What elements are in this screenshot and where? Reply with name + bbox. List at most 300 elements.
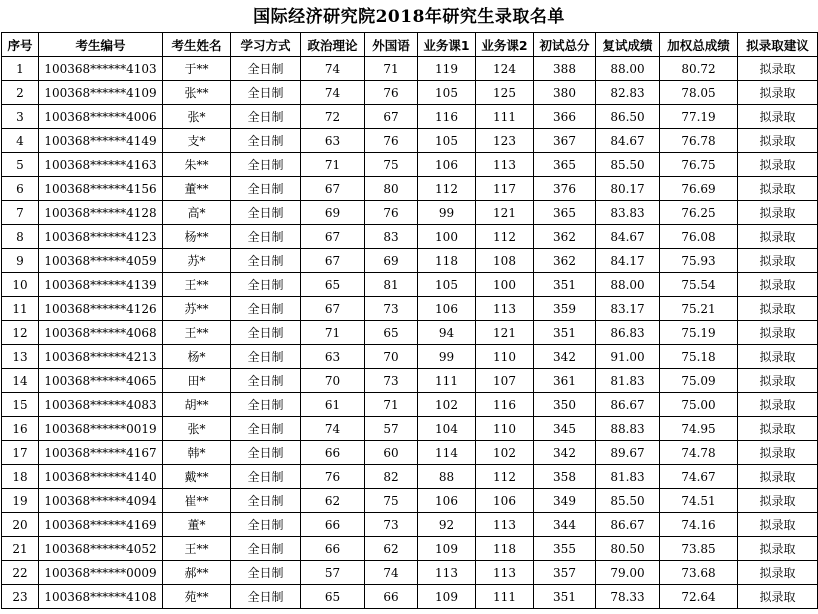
cell-candidate-id: 100368******4149 <box>39 129 163 153</box>
cell-weighted-total: 73.68 <box>660 561 738 585</box>
cell-foreign-language: 69 <box>365 249 418 273</box>
cell-candidate-id: 100368******0019 <box>39 417 163 441</box>
cell-candidate-id: 100368******4156 <box>39 177 163 201</box>
table-row <box>2 489 818 513</box>
cell-subject-2: 121 <box>476 201 534 225</box>
cell-initial-total: 342 <box>534 345 596 369</box>
cell-candidate-name: 张** <box>163 81 231 105</box>
cell-initial-total: 355 <box>534 537 596 561</box>
cell-initial-total: 361 <box>534 369 596 393</box>
cell-candidate-id: 100368******4068 <box>39 321 163 345</box>
cell-subject-2: 123 <box>476 129 534 153</box>
cell-subject-1: 94 <box>418 321 476 345</box>
cell-initial-total: 365 <box>534 201 596 225</box>
cell-seq: 3 <box>2 105 39 129</box>
cell-seq: 22 <box>2 561 39 585</box>
cell-study-mode: 全日制 <box>231 129 301 153</box>
table-row <box>2 345 818 369</box>
cell-retest-score: 84.17 <box>596 249 660 273</box>
table-row <box>2 57 818 81</box>
cell-seq: 1 <box>2 57 39 81</box>
cell-candidate-name: 苏* <box>163 249 231 273</box>
cell-candidate-id: 100368******4103 <box>39 57 163 81</box>
cell-subject-2: 117 <box>476 177 534 201</box>
column-header-initial-total: 初试总分 <box>534 33 596 57</box>
table-row <box>2 441 818 465</box>
cell-retest-score: 86.83 <box>596 321 660 345</box>
cell-candidate-id: 100368******4108 <box>39 585 163 609</box>
cell-weighted-total: 78.05 <box>660 81 738 105</box>
cell-admission-suggestion: 拟录取 <box>738 513 818 537</box>
cell-weighted-total: 74.16 <box>660 513 738 537</box>
cell-admission-suggestion: 拟录取 <box>738 57 818 81</box>
column-header-study-mode: 学习方式 <box>231 33 301 57</box>
cell-subject-1: 99 <box>418 201 476 225</box>
cell-retest-score: 84.67 <box>596 129 660 153</box>
cell-candidate-id: 100368******4083 <box>39 393 163 417</box>
cell-seq: 20 <box>2 513 39 537</box>
cell-weighted-total: 76.25 <box>660 201 738 225</box>
cell-politics: 66 <box>301 537 365 561</box>
cell-admission-suggestion: 拟录取 <box>738 345 818 369</box>
cell-seq: 16 <box>2 417 39 441</box>
cell-candidate-id: 100368******4167 <box>39 441 163 465</box>
cell-initial-total: 342 <box>534 441 596 465</box>
cell-subject-1: 105 <box>418 129 476 153</box>
cell-politics: 74 <box>301 57 365 81</box>
cell-foreign-language: 57 <box>365 417 418 441</box>
cell-initial-total: 376 <box>534 177 596 201</box>
cell-initial-total: 380 <box>534 81 596 105</box>
cell-admission-suggestion: 拟录取 <box>738 369 818 393</box>
cell-study-mode: 全日制 <box>231 393 301 417</box>
cell-politics: 63 <box>301 345 365 369</box>
table-row <box>2 561 818 585</box>
table-row <box>2 249 818 273</box>
cell-candidate-id: 100368******4169 <box>39 513 163 537</box>
cell-candidate-name: 郝** <box>163 561 231 585</box>
cell-candidate-name: 田* <box>163 369 231 393</box>
cell-subject-1: 88 <box>418 465 476 489</box>
cell-retest-score: 85.50 <box>596 153 660 177</box>
cell-politics: 67 <box>301 177 365 201</box>
cell-initial-total: 359 <box>534 297 596 321</box>
cell-weighted-total: 80.72 <box>660 57 738 81</box>
cell-candidate-name: 张* <box>163 105 231 129</box>
cell-retest-score: 85.50 <box>596 489 660 513</box>
table-row <box>2 513 818 537</box>
table-row <box>2 225 818 249</box>
cell-admission-suggestion: 拟录取 <box>738 177 818 201</box>
cell-foreign-language: 67 <box>365 105 418 129</box>
cell-study-mode: 全日制 <box>231 177 301 201</box>
cell-subject-2: 107 <box>476 369 534 393</box>
table-row <box>2 273 818 297</box>
cell-subject-2: 102 <box>476 441 534 465</box>
cell-weighted-total: 75.09 <box>660 369 738 393</box>
cell-candidate-id: 100368******4059 <box>39 249 163 273</box>
column-header-seq: 序号 <box>2 33 39 57</box>
cell-foreign-language: 70 <box>365 345 418 369</box>
cell-foreign-language: 81 <box>365 273 418 297</box>
cell-weighted-total: 75.21 <box>660 297 738 321</box>
cell-admission-suggestion: 拟录取 <box>738 153 818 177</box>
cell-foreign-language: 73 <box>365 513 418 537</box>
cell-subject-1: 92 <box>418 513 476 537</box>
cell-seq: 9 <box>2 249 39 273</box>
cell-candidate-name: 苑** <box>163 585 231 609</box>
cell-politics: 74 <box>301 417 365 441</box>
cell-seq: 4 <box>2 129 39 153</box>
cell-candidate-id: 100368******4128 <box>39 201 163 225</box>
cell-subject-2: 125 <box>476 81 534 105</box>
cell-initial-total: 350 <box>534 393 596 417</box>
cell-initial-total: 351 <box>534 321 596 345</box>
cell-subject-1: 104 <box>418 417 476 441</box>
cell-initial-total: 362 <box>534 249 596 273</box>
cell-subject-1: 113 <box>418 561 476 585</box>
cell-weighted-total: 75.18 <box>660 345 738 369</box>
cell-candidate-name: 于** <box>163 57 231 81</box>
cell-subject-2: 112 <box>476 225 534 249</box>
table-row <box>2 81 818 105</box>
cell-retest-score: 81.83 <box>596 465 660 489</box>
cell-subject-2: 110 <box>476 345 534 369</box>
cell-foreign-language: 76 <box>365 81 418 105</box>
cell-foreign-language: 75 <box>365 489 418 513</box>
cell-initial-total: 358 <box>534 465 596 489</box>
cell-study-mode: 全日制 <box>231 489 301 513</box>
cell-study-mode: 全日制 <box>231 585 301 609</box>
cell-foreign-language: 62 <box>365 537 418 561</box>
cell-admission-suggestion: 拟录取 <box>738 561 818 585</box>
cell-retest-score: 88.83 <box>596 417 660 441</box>
cell-retest-score: 86.50 <box>596 105 660 129</box>
cell-politics: 63 <box>301 129 365 153</box>
cell-candidate-name: 董* <box>163 513 231 537</box>
cell-politics: 71 <box>301 321 365 345</box>
table-row <box>2 153 818 177</box>
cell-politics: 62 <box>301 489 365 513</box>
cell-candidate-name: 杨** <box>163 225 231 249</box>
cell-weighted-total: 77.19 <box>660 105 738 129</box>
cell-politics: 74 <box>301 81 365 105</box>
cell-study-mode: 全日制 <box>231 345 301 369</box>
cell-study-mode: 全日制 <box>231 561 301 585</box>
cell-weighted-total: 76.75 <box>660 153 738 177</box>
cell-subject-2: 124 <box>476 57 534 81</box>
cell-retest-score: 82.83 <box>596 81 660 105</box>
table-row <box>2 417 818 441</box>
cell-admission-suggestion: 拟录取 <box>738 321 818 345</box>
cell-retest-score: 81.83 <box>596 369 660 393</box>
cell-admission-suggestion: 拟录取 <box>738 273 818 297</box>
cell-admission-suggestion: 拟录取 <box>738 489 818 513</box>
cell-subject-2: 113 <box>476 153 534 177</box>
cell-admission-suggestion: 拟录取 <box>738 249 818 273</box>
cell-candidate-name: 张* <box>163 417 231 441</box>
table-row <box>2 177 818 201</box>
cell-candidate-name: 戴** <box>163 465 231 489</box>
cell-study-mode: 全日制 <box>231 273 301 297</box>
cell-retest-score: 79.00 <box>596 561 660 585</box>
cell-foreign-language: 73 <box>365 369 418 393</box>
cell-retest-score: 80.17 <box>596 177 660 201</box>
cell-study-mode: 全日制 <box>231 369 301 393</box>
cell-subject-2: 111 <box>476 105 534 129</box>
cell-study-mode: 全日制 <box>231 537 301 561</box>
cell-subject-1: 109 <box>418 585 476 609</box>
cell-weighted-total: 73.85 <box>660 537 738 561</box>
cell-retest-score: 78.33 <box>596 585 660 609</box>
cell-subject-1: 118 <box>418 249 476 273</box>
cell-retest-score: 88.00 <box>596 57 660 81</box>
cell-initial-total: 351 <box>534 273 596 297</box>
cell-study-mode: 全日制 <box>231 321 301 345</box>
cell-subject-1: 106 <box>418 297 476 321</box>
cell-seq: 5 <box>2 153 39 177</box>
cell-admission-suggestion: 拟录取 <box>738 105 818 129</box>
column-header-subject-1: 业务课1 <box>418 33 476 57</box>
cell-foreign-language: 60 <box>365 441 418 465</box>
cell-seq: 8 <box>2 225 39 249</box>
cell-admission-suggestion: 拟录取 <box>738 537 818 561</box>
cell-subject-1: 105 <box>418 273 476 297</box>
column-header-weighted-total: 加权总成绩 <box>660 33 738 57</box>
cell-foreign-language: 75 <box>365 153 418 177</box>
cell-subject-2: 106 <box>476 489 534 513</box>
cell-weighted-total: 75.00 <box>660 393 738 417</box>
cell-candidate-name: 王** <box>163 321 231 345</box>
cell-weighted-total: 72.64 <box>660 585 738 609</box>
cell-subject-1: 106 <box>418 489 476 513</box>
column-header-politics: 政治理论 <box>301 33 365 57</box>
cell-subject-2: 111 <box>476 585 534 609</box>
table-row <box>2 201 818 225</box>
cell-study-mode: 全日制 <box>231 105 301 129</box>
cell-foreign-language: 71 <box>365 393 418 417</box>
cell-study-mode: 全日制 <box>231 249 301 273</box>
column-header-candidate-id: 考生编号 <box>39 33 163 57</box>
cell-weighted-total: 74.95 <box>660 417 738 441</box>
cell-seq: 6 <box>2 177 39 201</box>
cell-study-mode: 全日制 <box>231 153 301 177</box>
cell-seq: 12 <box>2 321 39 345</box>
table-row <box>2 393 818 417</box>
cell-subject-2: 113 <box>476 561 534 585</box>
cell-candidate-name: 杨* <box>163 345 231 369</box>
cell-politics: 66 <box>301 513 365 537</box>
cell-retest-score: 91.00 <box>596 345 660 369</box>
cell-retest-score: 89.67 <box>596 441 660 465</box>
cell-candidate-name: 朱** <box>163 153 231 177</box>
cell-retest-score: 80.50 <box>596 537 660 561</box>
table-row <box>2 321 818 345</box>
cell-study-mode: 全日制 <box>231 513 301 537</box>
cell-initial-total: 351 <box>534 585 596 609</box>
cell-seq: 23 <box>2 585 39 609</box>
table-row <box>2 297 818 321</box>
cell-initial-total: 357 <box>534 561 596 585</box>
cell-study-mode: 全日制 <box>231 297 301 321</box>
cell-seq: 2 <box>2 81 39 105</box>
cell-weighted-total: 75.19 <box>660 321 738 345</box>
cell-candidate-name: 胡** <box>163 393 231 417</box>
cell-seq: 21 <box>2 537 39 561</box>
table-row <box>2 465 818 489</box>
table-row <box>2 105 818 129</box>
cell-subject-1: 99 <box>418 345 476 369</box>
cell-subject-2: 100 <box>476 273 534 297</box>
cell-candidate-name: 王** <box>163 537 231 561</box>
table-body <box>2 57 818 609</box>
cell-subject-2: 113 <box>476 513 534 537</box>
cell-foreign-language: 83 <box>365 225 418 249</box>
header-row <box>2 33 818 57</box>
cell-candidate-id: 100368******4065 <box>39 369 163 393</box>
cell-politics: 61 <box>301 393 365 417</box>
cell-subject-2: 116 <box>476 393 534 417</box>
cell-subject-2: 113 <box>476 297 534 321</box>
cell-weighted-total: 75.54 <box>660 273 738 297</box>
cell-subject-1: 112 <box>418 177 476 201</box>
cell-foreign-language: 65 <box>365 321 418 345</box>
cell-subject-1: 102 <box>418 393 476 417</box>
column-header-foreign-language: 外国语 <box>365 33 418 57</box>
cell-foreign-language: 82 <box>365 465 418 489</box>
cell-study-mode: 全日制 <box>231 417 301 441</box>
cell-candidate-id: 100368******0009 <box>39 561 163 585</box>
cell-subject-2: 118 <box>476 537 534 561</box>
cell-subject-1: 114 <box>418 441 476 465</box>
cell-subject-2: 112 <box>476 465 534 489</box>
column-header-admission-suggestion: 拟录取建议 <box>738 33 818 57</box>
cell-politics: 72 <box>301 105 365 129</box>
cell-politics: 69 <box>301 201 365 225</box>
cell-candidate-id: 100368******4126 <box>39 297 163 321</box>
cell-seq: 14 <box>2 369 39 393</box>
cell-candidate-id: 100368******4139 <box>39 273 163 297</box>
cell-politics: 71 <box>301 153 365 177</box>
cell-retest-score: 86.67 <box>596 393 660 417</box>
cell-admission-suggestion: 拟录取 <box>738 465 818 489</box>
cell-admission-suggestion: 拟录取 <box>738 201 818 225</box>
cell-initial-total: 362 <box>534 225 596 249</box>
cell-subject-1: 106 <box>418 153 476 177</box>
cell-politics: 57 <box>301 561 365 585</box>
cell-admission-suggestion: 拟录取 <box>738 585 818 609</box>
cell-study-mode: 全日制 <box>231 441 301 465</box>
page-title: 国际经济研究院2018年研究生录取名单 <box>253 7 565 27</box>
admission-table <box>1 32 818 609</box>
cell-initial-total: 367 <box>534 129 596 153</box>
cell-study-mode: 全日制 <box>231 225 301 249</box>
cell-subject-1: 116 <box>418 105 476 129</box>
cell-politics: 67 <box>301 249 365 273</box>
cell-candidate-id: 100368******4123 <box>39 225 163 249</box>
cell-subject-2: 108 <box>476 249 534 273</box>
cell-admission-suggestion: 拟录取 <box>738 81 818 105</box>
cell-politics: 65 <box>301 585 365 609</box>
column-header-candidate-name: 考生姓名 <box>163 33 231 57</box>
column-header-subject-2: 业务课2 <box>476 33 534 57</box>
cell-candidate-name: 支* <box>163 129 231 153</box>
cell-initial-total: 366 <box>534 105 596 129</box>
cell-initial-total: 349 <box>534 489 596 513</box>
cell-subject-1: 105 <box>418 81 476 105</box>
cell-weighted-total: 76.08 <box>660 225 738 249</box>
cell-politics: 70 <box>301 369 365 393</box>
cell-initial-total: 365 <box>534 153 596 177</box>
cell-seq: 18 <box>2 465 39 489</box>
table-row <box>2 585 818 609</box>
cell-study-mode: 全日制 <box>231 201 301 225</box>
cell-retest-score: 83.83 <box>596 201 660 225</box>
cell-study-mode: 全日制 <box>231 81 301 105</box>
cell-politics: 66 <box>301 441 365 465</box>
cell-subject-1: 109 <box>418 537 476 561</box>
cell-initial-total: 344 <box>534 513 596 537</box>
cell-seq: 10 <box>2 273 39 297</box>
cell-admission-suggestion: 拟录取 <box>738 129 818 153</box>
cell-seq: 7 <box>2 201 39 225</box>
cell-seq: 17 <box>2 441 39 465</box>
cell-study-mode: 全日制 <box>231 465 301 489</box>
cell-candidate-id: 100368******4140 <box>39 465 163 489</box>
cell-politics: 67 <box>301 225 365 249</box>
cell-admission-suggestion: 拟录取 <box>738 225 818 249</box>
cell-candidate-name: 苏** <box>163 297 231 321</box>
cell-retest-score: 86.67 <box>596 513 660 537</box>
cell-foreign-language: 74 <box>365 561 418 585</box>
cell-subject-1: 100 <box>418 225 476 249</box>
cell-admission-suggestion: 拟录取 <box>738 297 818 321</box>
cell-candidate-id: 100368******4006 <box>39 105 163 129</box>
cell-weighted-total: 76.69 <box>660 177 738 201</box>
cell-candidate-id: 100368******4094 <box>39 489 163 513</box>
cell-weighted-total: 75.93 <box>660 249 738 273</box>
cell-subject-2: 121 <box>476 321 534 345</box>
table-row <box>2 369 818 393</box>
cell-retest-score: 88.00 <box>596 273 660 297</box>
cell-initial-total: 388 <box>534 57 596 81</box>
cell-weighted-total: 76.78 <box>660 129 738 153</box>
cell-retest-score: 84.67 <box>596 225 660 249</box>
cell-admission-suggestion: 拟录取 <box>738 417 818 441</box>
cell-seq: 15 <box>2 393 39 417</box>
cell-study-mode: 全日制 <box>231 57 301 81</box>
cell-weighted-total: 74.51 <box>660 489 738 513</box>
cell-candidate-name: 崔** <box>163 489 231 513</box>
cell-candidate-id: 100368******4052 <box>39 537 163 561</box>
cell-foreign-language: 76 <box>365 129 418 153</box>
cell-politics: 76 <box>301 465 365 489</box>
cell-foreign-language: 73 <box>365 297 418 321</box>
cell-candidate-id: 100368******4109 <box>39 81 163 105</box>
cell-initial-total: 345 <box>534 417 596 441</box>
cell-foreign-language: 71 <box>365 57 418 81</box>
cell-admission-suggestion: 拟录取 <box>738 441 818 465</box>
table-row <box>2 129 818 153</box>
cell-candidate-name: 韩* <box>163 441 231 465</box>
cell-subject-1: 119 <box>418 57 476 81</box>
cell-admission-suggestion: 拟录取 <box>738 393 818 417</box>
cell-politics: 67 <box>301 297 365 321</box>
cell-seq: 11 <box>2 297 39 321</box>
cell-subject-2: 110 <box>476 417 534 441</box>
cell-seq: 19 <box>2 489 39 513</box>
cell-foreign-language: 76 <box>365 201 418 225</box>
